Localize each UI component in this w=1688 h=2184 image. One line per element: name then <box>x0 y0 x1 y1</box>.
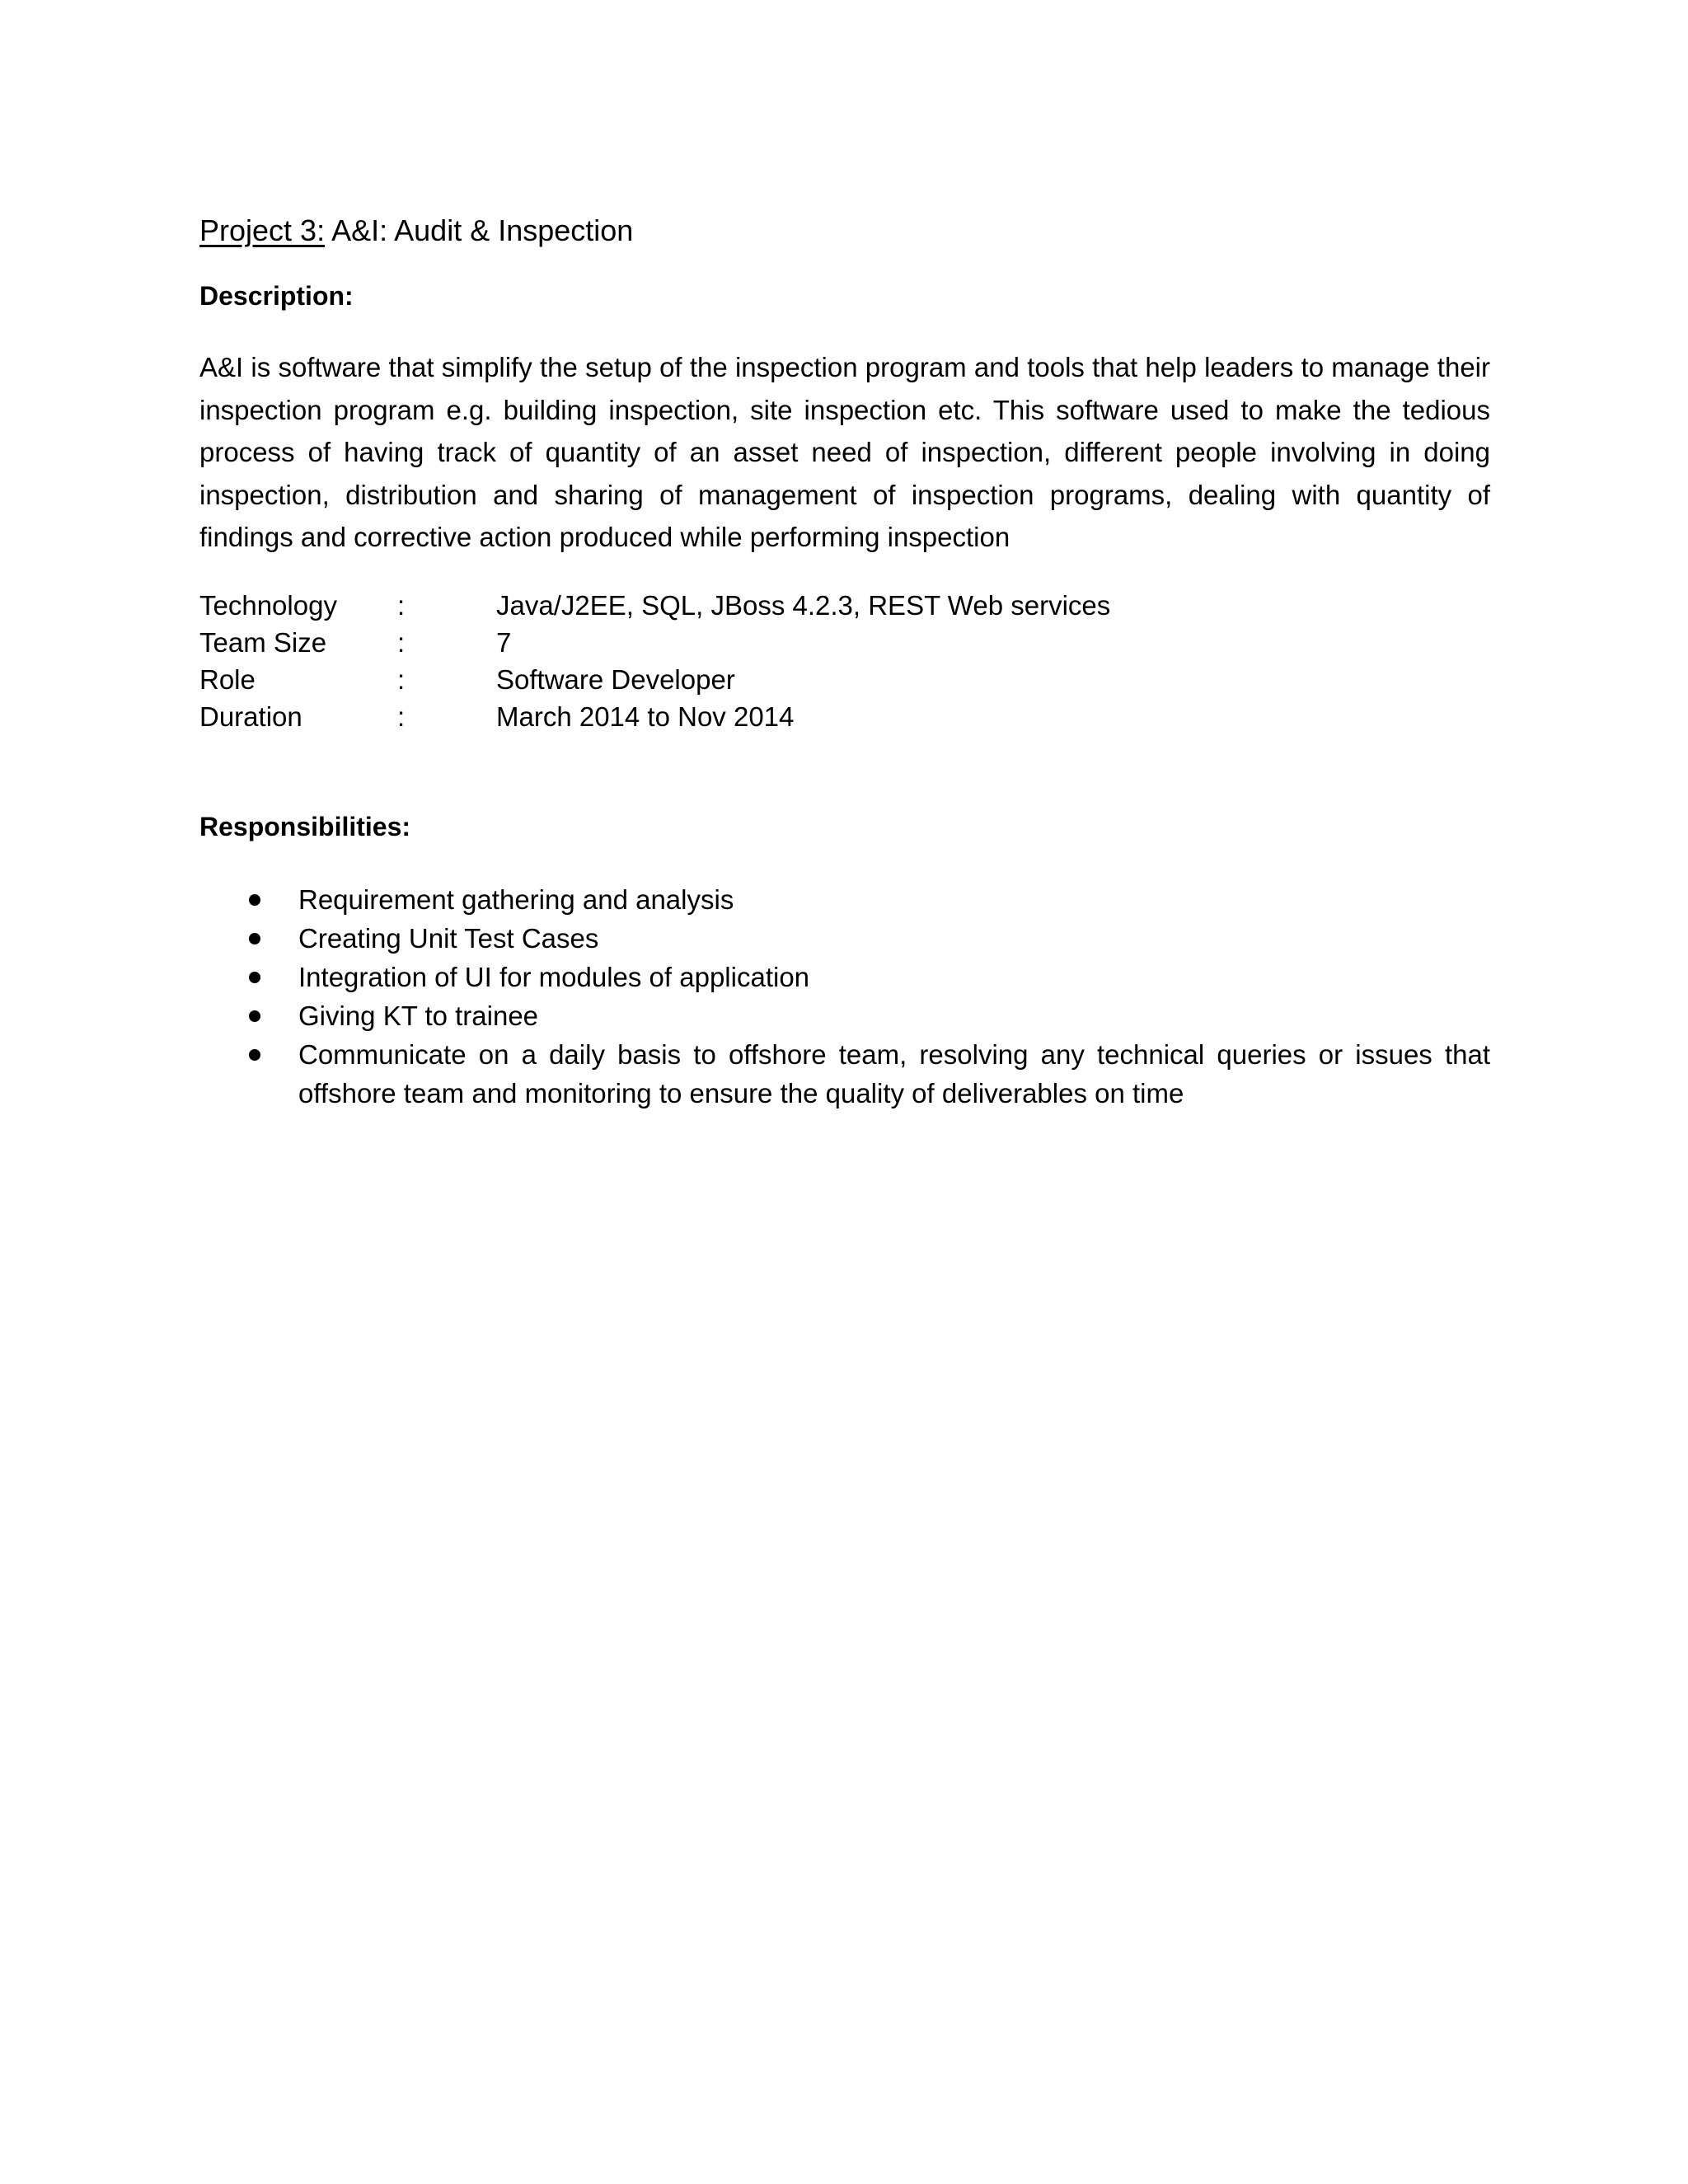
list-item-text: Communicate on a daily basis to offshore team, resolving any technical queries or issues that offshore team and monitoring to ensure the quality of deliverables on time <box>298 1038 1490 1108</box>
info-value: March 2014 to Nov 2014 <box>496 701 795 732</box>
bullet-icon <box>249 1010 260 1022</box>
project-name: A&I: Audit & Inspection <box>325 213 634 247</box>
responsibilities-heading: Responsibilities: <box>199 811 411 841</box>
bullet-icon <box>249 933 260 944</box>
info-separator: : <box>397 589 406 621</box>
description-heading: Description: <box>199 281 354 311</box>
info-separator: : <box>397 663 406 695</box>
list-item-text: Giving KT to trainee <box>298 1000 539 1031</box>
description-text: A&I is software that simplify the setup of the inspection program and tools that help leaders to manage their inspection program e.g. building inspection, site inspection etc. This software used to make the tedious process of having track of quantity of an asset need of inspection, different people involving in doing inspection, distribution and sharing of management of inspection programs, dealing with quantity of findings and corrective action produced while performing inspection <box>199 352 1490 552</box>
project-title <box>199 211 1490 251</box>
info-value: Java/J2EE, SQL, JBoss 4.2.3, REST Web services <box>496 589 1111 621</box>
info-value: 7 <box>496 626 512 658</box>
list-item <box>199 1035 1490 1113</box>
project-info-table <box>199 587 1490 735</box>
list-item <box>199 880 1490 919</box>
info-separator: : <box>397 701 406 732</box>
document-content <box>199 211 1490 1113</box>
info-separator: : <box>397 626 406 658</box>
info-row-duration <box>199 698 1490 735</box>
list-item <box>199 996 1490 1035</box>
info-key: Duration <box>199 701 302 732</box>
bullet-icon <box>249 894 260 906</box>
info-row-team-size <box>199 624 1490 661</box>
list-item-text: Integration of UI for modules of application <box>298 961 810 992</box>
info-value: Software Developer <box>496 663 735 695</box>
project-label: Project 3: <box>199 213 326 247</box>
info-row-technology <box>199 587 1490 624</box>
list-item-text: Requirement gathering and analysis <box>298 883 734 915</box>
info-row-role <box>199 661 1490 698</box>
responsibilities-list <box>199 880 1490 1113</box>
bullet-icon <box>249 1049 260 1061</box>
list-item-text: Creating Unit Test Cases <box>298 922 599 954</box>
info-key: Technology <box>199 589 337 621</box>
info-key: Team Size <box>199 626 327 658</box>
bullet-icon <box>249 972 260 983</box>
list-item <box>199 919 1490 958</box>
list-item <box>199 958 1490 996</box>
info-key: Role <box>199 663 256 695</box>
